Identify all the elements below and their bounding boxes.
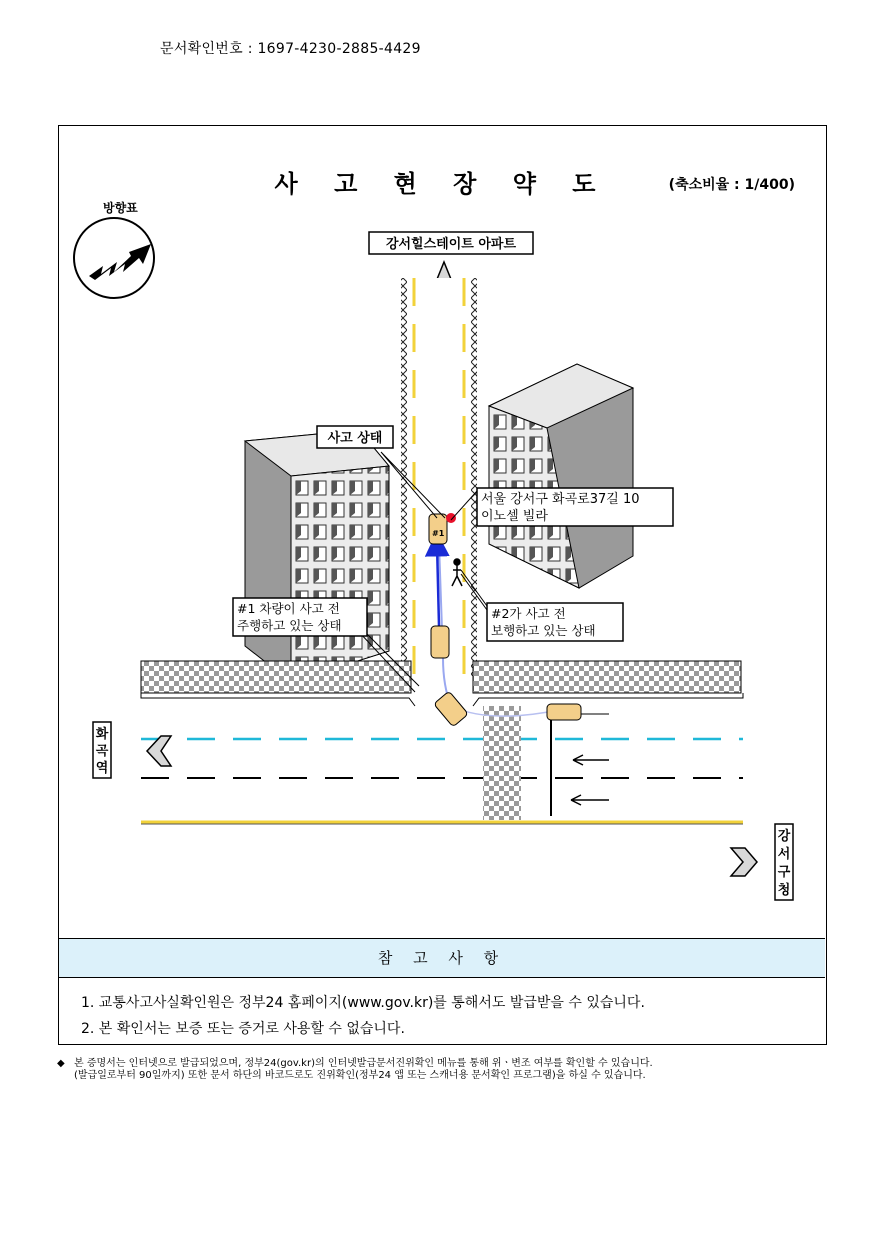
- compass-label: 방향표: [103, 201, 138, 215]
- accident-diagram: [59, 126, 825, 938]
- west-arrow-icon: [147, 736, 171, 766]
- svg-text:화: 화: [95, 727, 109, 742]
- svg-text:역: 역: [95, 761, 109, 776]
- reference-note: 2. 본 확인서는 보증 또는 증거로 사용할 수 없습니다.: [81, 1021, 405, 1037]
- svg-text:강: 강: [777, 829, 791, 844]
- address-line-1: 서울 강서구 화곡로37길 10: [481, 492, 640, 507]
- svg-text:곡: 곡: [95, 744, 109, 759]
- right-building: [489, 364, 633, 588]
- reference-notes: [81, 990, 645, 1042]
- pedestrian-note-line-1: #2가 사고 전: [491, 606, 566, 621]
- traffic-arrow-icon: [573, 755, 609, 765]
- footer-line-1: 본 증명서는 인터넷으로 발급되었으며, 정부24(gov.kr)의 인터넷발급문서진위확인 메뉴를 통해 위ㆍ변조 여부를 확인할 수 있습니다.: [74, 1058, 653, 1069]
- document-number: 문서확인번호 : 1697-4230-2885-4429: [160, 41, 421, 57]
- svg-text:#1: #1: [432, 529, 445, 538]
- reference-header: 참 고 사 항: [59, 938, 825, 978]
- diagram-title: 사 고 현 장 약 도: [274, 170, 610, 198]
- vehicle-1-turning: [434, 691, 469, 727]
- svg-text:구: 구: [777, 865, 791, 880]
- crosswalk: [483, 706, 521, 820]
- hedge-left: [141, 661, 411, 693]
- hedge-right: [473, 661, 741, 693]
- vehicle-1-note-line-2: 주행하고 있는 상태: [237, 618, 342, 633]
- footer-line-2: (발급일로부터 90일까지) 또한 문서 하단의 바코드로도 진위확인(정부24 앱 또는 스캐너용 문서확인 프로그램)을 하실 수 있습니다.: [74, 1070, 646, 1081]
- vehicle-1-collision: [429, 514, 447, 544]
- impact-point: [446, 513, 456, 523]
- compass-icon: [74, 200, 154, 298]
- traffic-arrow-icon: [571, 795, 609, 805]
- scale-ratio: (축소비율 : 1/400): [668, 177, 795, 193]
- pedestrian-note-line-2: 보행하고 있는 상태: [491, 623, 596, 638]
- accident-state-label: 사고 상태: [327, 431, 383, 446]
- vehicle-1-before: [431, 626, 449, 658]
- north-building-label: 강서힐스테이트 아파트: [385, 237, 517, 252]
- svg-text:청: 청: [777, 883, 791, 898]
- footer-bullet-icon: ◆: [57, 1058, 65, 1069]
- reference-note: 1. 교통사고사실확인원은 정부24 홈페이지(www.gov.kr)를 통해서도 발급받을 수 있습니다.: [81, 995, 645, 1011]
- left-building: [245, 430, 389, 682]
- accident-sketch-frame: [58, 125, 827, 1045]
- parked-vehicle: [547, 704, 581, 720]
- vehicle-1-note-line-1: #1 차량이 사고 전: [237, 601, 340, 616]
- road-hedge-right: [471, 278, 477, 678]
- svg-text:서: 서: [777, 847, 791, 862]
- issuance-footer: [57, 1058, 653, 1082]
- diagram-drawing: [59, 126, 825, 938]
- east-arrow-icon: [731, 848, 757, 876]
- address-line-2: 이노셀 빌라: [481, 509, 548, 524]
